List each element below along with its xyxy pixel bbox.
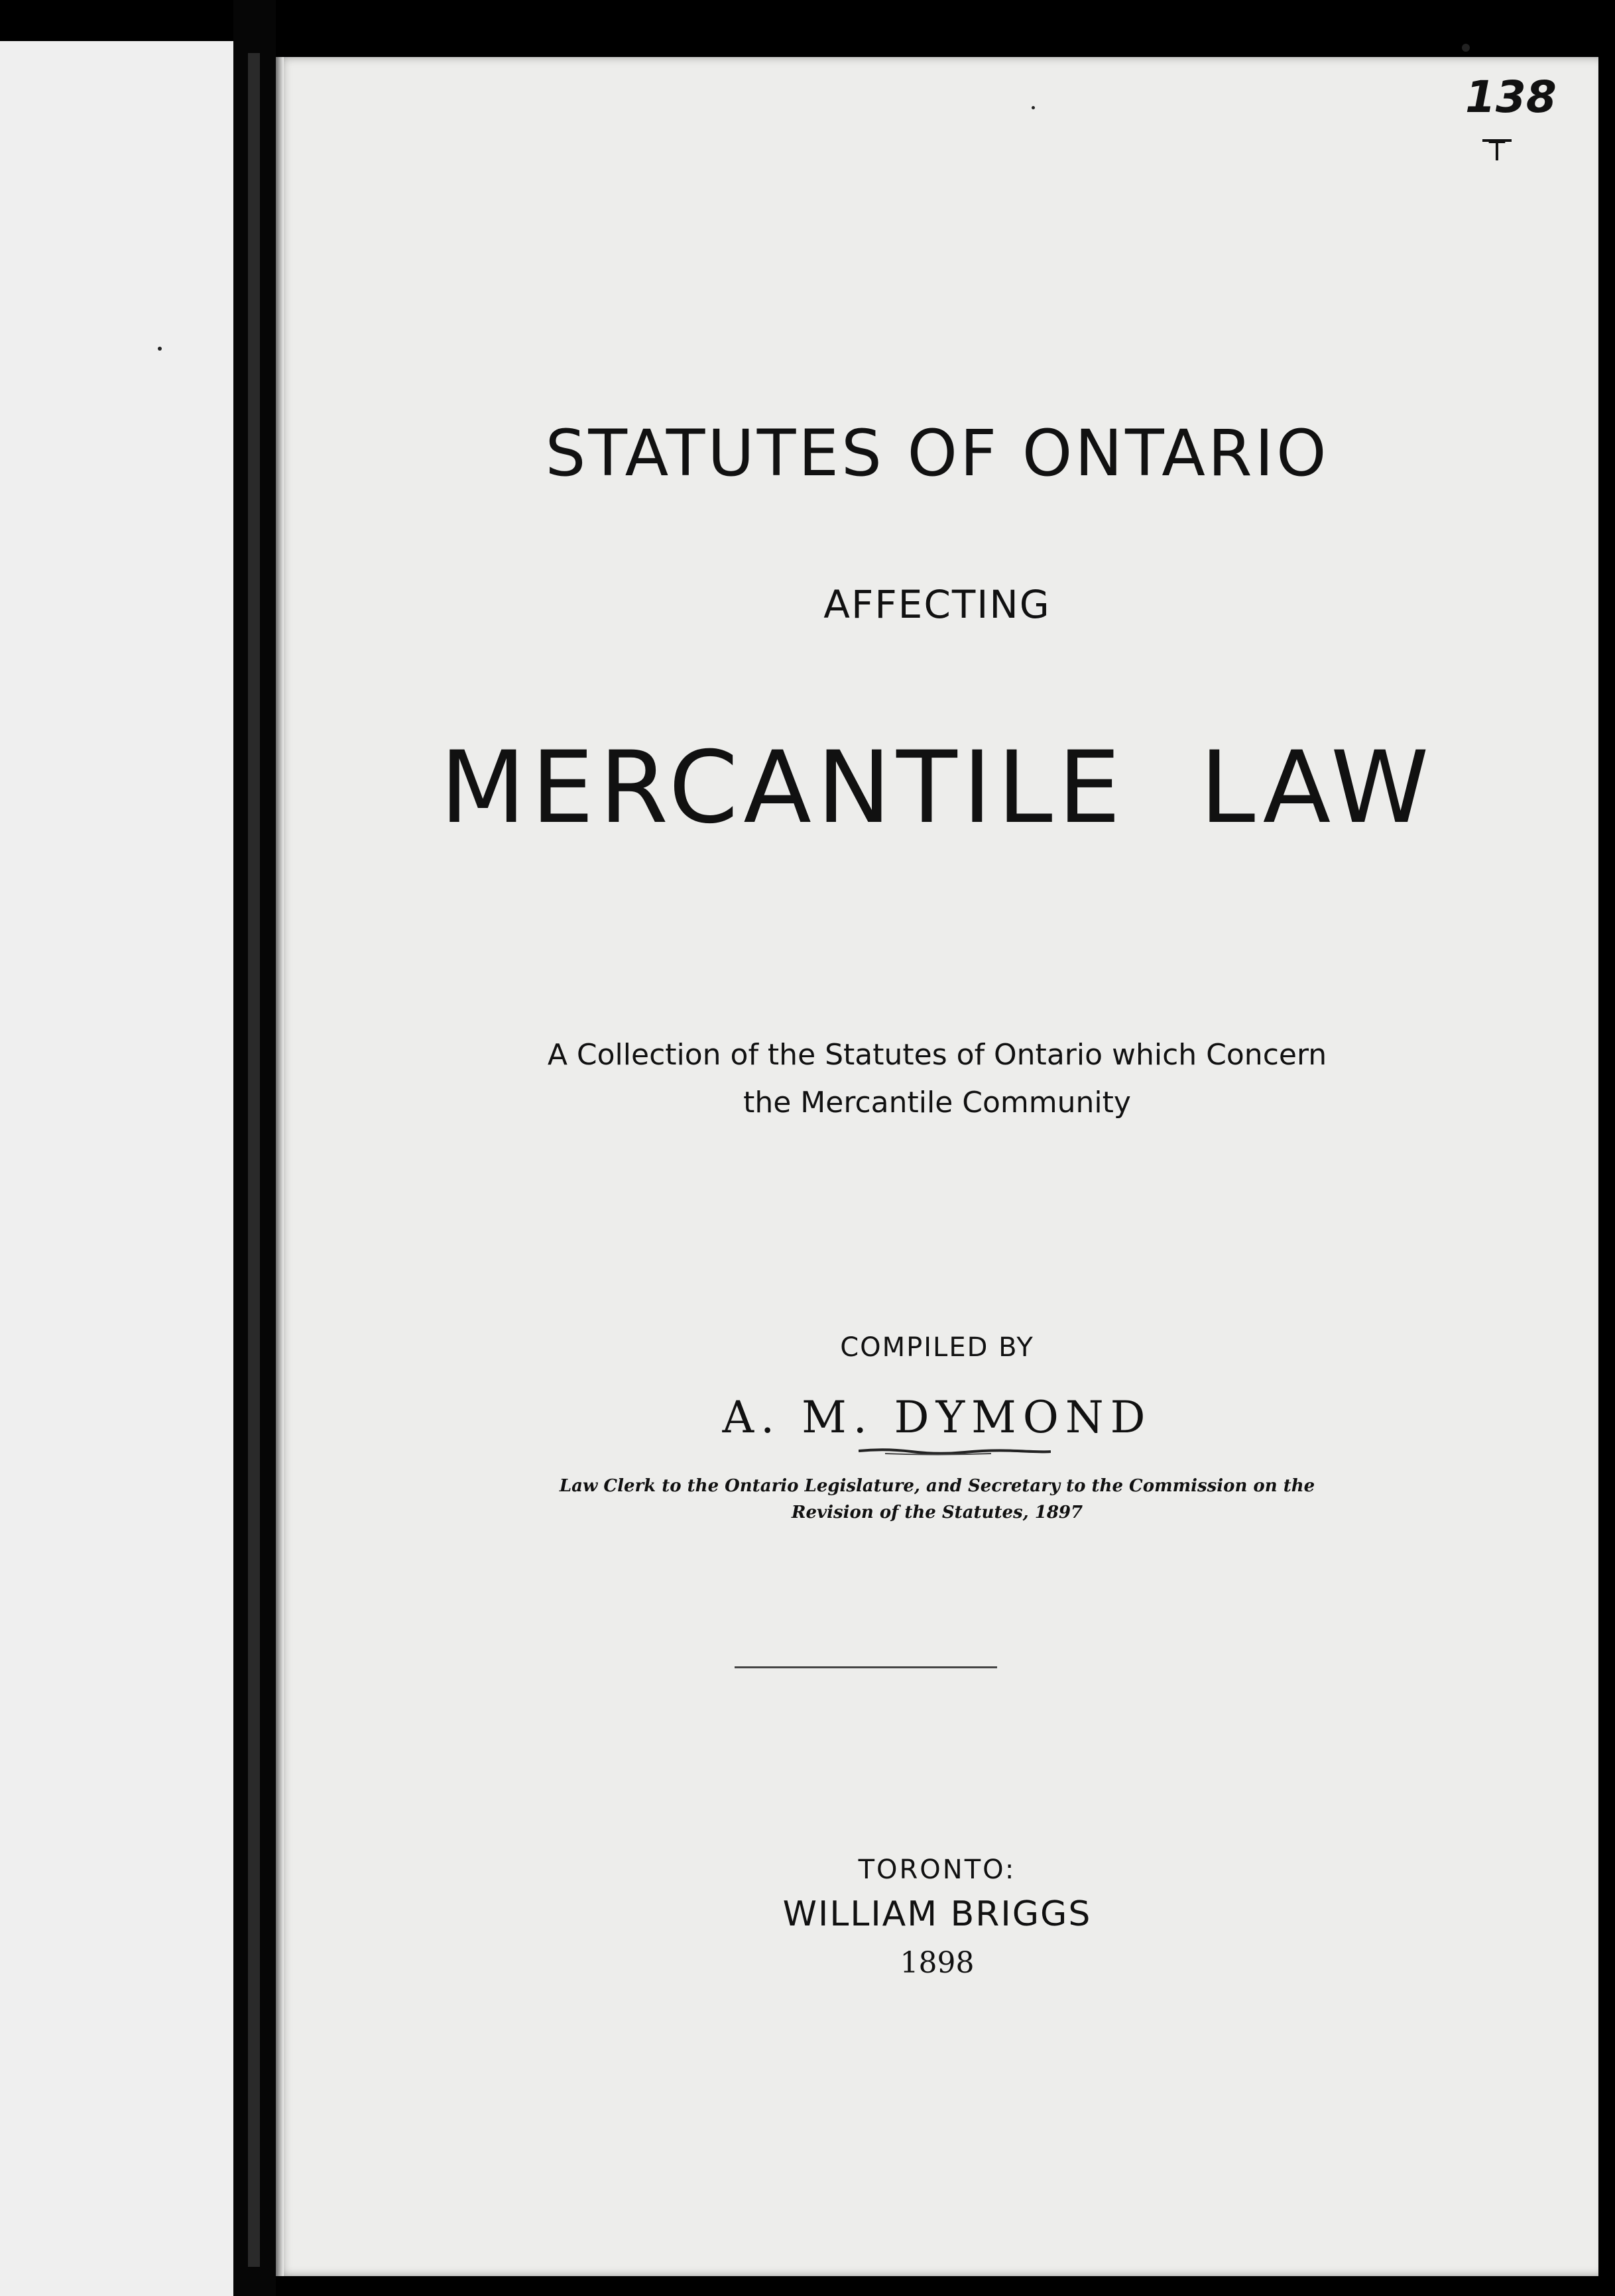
publication-place: TORONTO: [858, 1855, 1016, 1885]
subtitle-line-2: the Mercantile Community [743, 1086, 1131, 1119]
title-line-2: AFFECTING [823, 582, 1051, 627]
subtitle [276, 1031, 1598, 1127]
paper-speck [1032, 106, 1035, 109]
author-credentials [276, 1473, 1598, 1526]
page-fold-shadow [276, 57, 284, 2276]
spine-edge [248, 53, 260, 2267]
title-page [276, 57, 1598, 2276]
title-main: MERCANTILE LAW [440, 730, 1435, 846]
publisher-name: WILLIAM BRIGGS [782, 1894, 1092, 1934]
title-line-1: STATUTES OF ONTARIO [545, 416, 1329, 490]
paper-speck [158, 347, 162, 351]
author-credentials-line-1: Law Clerk to the Ontario Legislature, and Secretary to the Commission on the [559, 1476, 1315, 1496]
divider-rule [735, 1666, 997, 1668]
ornament-rule [859, 1447, 1051, 1456]
author-name: A. M. DYMOND [722, 1392, 1152, 1443]
handwritten-mark: T [1482, 139, 1512, 162]
paper-speck [1462, 44, 1470, 52]
handwritten-number: 138 [1465, 72, 1557, 123]
publication-year: 1898 [900, 1946, 975, 1980]
compiled-by-label: COMPILED BY [840, 1332, 1034, 1363]
subtitle-line-1: A Collection of the Statutes of Ontario which Concern [547, 1038, 1327, 1072]
left-page [0, 41, 233, 2296]
author-credentials-line-2: Revision of the Statutes, 1897 [791, 1503, 1083, 1522]
